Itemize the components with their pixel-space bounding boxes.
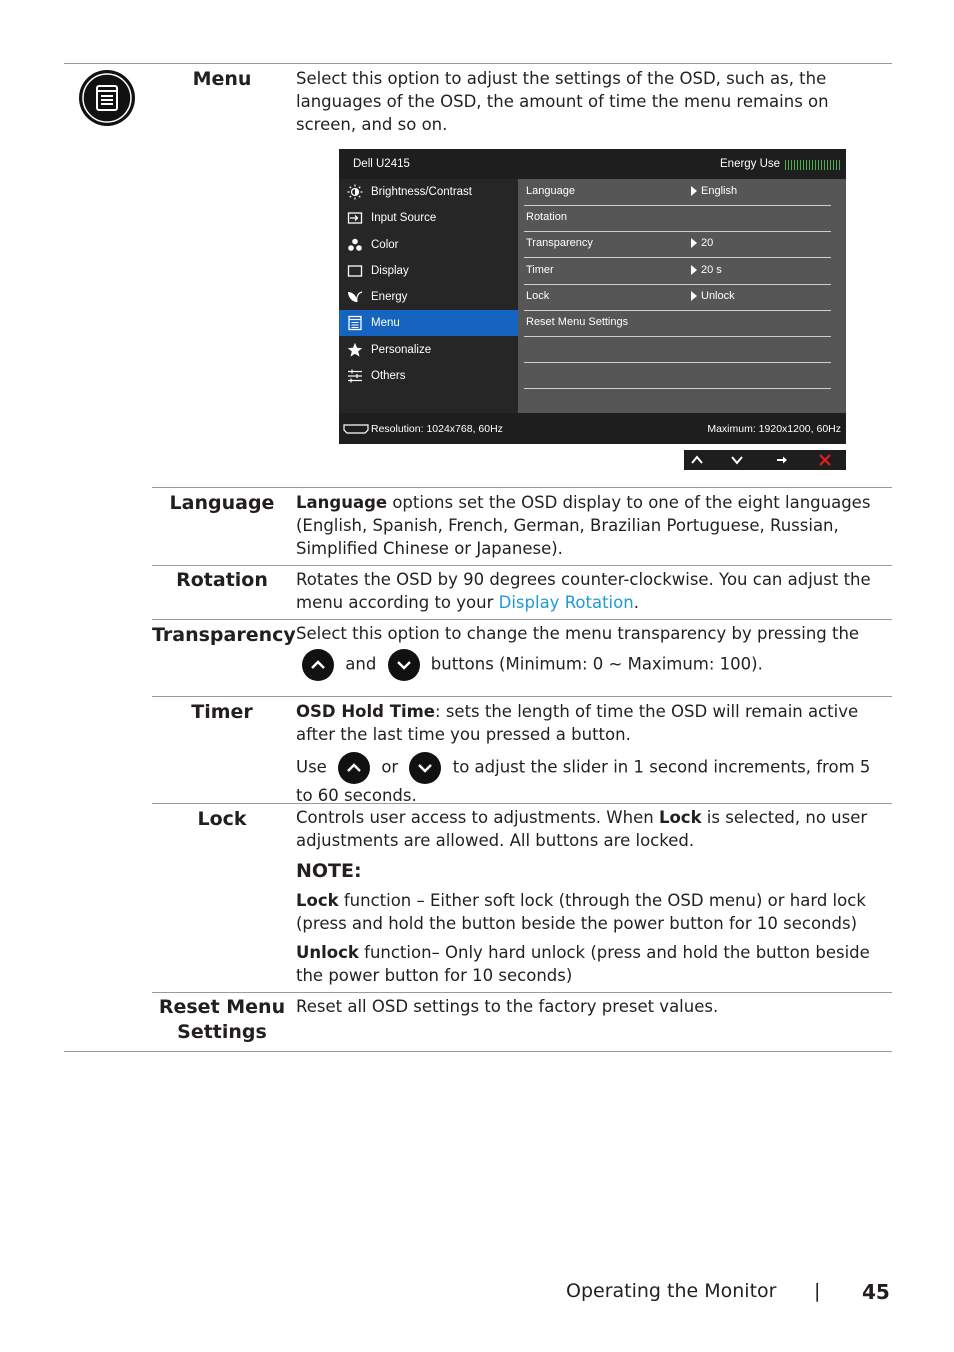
osd-submenu <box>518 179 846 413</box>
down-button-icon <box>388 649 420 681</box>
rotation-label: Rotation <box>176 569 268 591</box>
osd-setting-transparency[interactable] <box>524 231 831 258</box>
osd-setting-value: Unlock <box>701 290 735 302</box>
osd-menu-item-display[interactable] <box>339 258 518 284</box>
close-icon <box>806 450 846 470</box>
osd-menu-label: Color <box>371 239 399 251</box>
reset-description: Reset all OSD settings to the factory preset values. <box>296 997 719 1016</box>
timer-slider-text: to adjust the slider in 1 second increments, from 5 to 60 seconds. <box>296 757 871 805</box>
hdmi-connector-icon <box>343 424 369 434</box>
osd-setting-value: 20 s <box>701 264 722 276</box>
down-button[interactable] <box>724 450 764 470</box>
rotation-description <box>296 568 888 614</box>
use-text: Use <box>296 757 327 777</box>
language-bold: Language <box>296 493 388 512</box>
star-icon <box>347 342 363 358</box>
osd-screenshot <box>339 149 846 444</box>
language-description <box>296 491 888 560</box>
transparency-description <box>296 622 888 681</box>
osd-menu-item-energy[interactable] <box>339 284 518 310</box>
rule-transparency <box>152 619 892 620</box>
osd-menu-label: Brightness/Contrast <box>371 186 472 198</box>
chevron-down-icon <box>724 450 764 470</box>
unlock-function-text: function– Only hard unlock (press and hold the button beside the power button for 10 seconds) <box>296 943 870 985</box>
lock-text-b: is selected, no user adjustments are allowed. All buttons are locked. <box>296 808 868 850</box>
rule-bottom <box>64 1051 892 1052</box>
buttons-range-text: buttons (Minimum: 0 ~ Maximum: 100). <box>430 654 763 674</box>
osd-menu-label: Menu <box>371 317 400 329</box>
display-rotation-link[interactable]: Display Rotation <box>498 593 634 612</box>
osd-setting-value: 20 <box>701 237 714 249</box>
down-button-icon <box>409 752 441 784</box>
osd-menu-label: Input Source <box>371 212 437 224</box>
osd-setting-key: Transparency <box>526 237 593 249</box>
osd-setting-key: Reset Menu Settings <box>526 316 629 328</box>
footer-section-title: Operating the Monitor <box>566 1280 777 1302</box>
arrow-right-icon <box>764 450 804 470</box>
lock-text-a: Controls user access to adjustments. When <box>296 808 659 827</box>
page-number: 45 <box>862 1280 890 1304</box>
osd-maximum: Maximum: 1920x1200, 60Hz <box>707 423 841 435</box>
rule-rotation <box>152 565 892 566</box>
osd-setting-key: Rotation <box>526 211 567 223</box>
lock-description <box>296 806 888 987</box>
osd-header <box>339 149 846 179</box>
exit-button[interactable] <box>806 450 846 470</box>
lock-bold: Lock <box>658 808 702 827</box>
osd-menu-item-others[interactable] <box>339 363 518 389</box>
language-label: Language <box>169 492 275 514</box>
osd-setting-timer[interactable] <box>524 258 831 285</box>
osd-menu-item-personalize[interactable] <box>339 337 518 363</box>
energy-leaf-icon <box>347 289 363 305</box>
up-button[interactable] <box>684 450 724 470</box>
up-button-icon <box>302 649 334 681</box>
menu-list-icon <box>347 315 363 331</box>
reset-label-line-1: Reset Menu <box>158 996 286 1018</box>
osd-menu-label: Energy <box>371 291 408 303</box>
menu-label: Menu <box>192 68 252 90</box>
osd-energy-meter <box>785 160 841 170</box>
unlock-function-bold: Unlock <box>296 943 359 962</box>
lock-label: Lock <box>197 808 247 830</box>
osd-setting-empty <box>524 336 831 363</box>
up-button-icon <box>338 752 370 784</box>
rotation-text: Rotates the OSD by 90 degrees counter-clockwise. You can adjust the menu according to your <box>296 570 871 612</box>
enter-button[interactable] <box>764 450 804 470</box>
sliders-icon <box>347 368 363 384</box>
osd-footer <box>339 413 846 444</box>
rule-timer <box>152 696 892 697</box>
osd-setting-key: Timer <box>526 264 554 276</box>
display-icon <box>347 263 363 279</box>
osd-setting-key: Lock <box>526 290 550 302</box>
osd-main-menu <box>339 179 518 413</box>
osd-menu-label: Personalize <box>371 344 432 356</box>
reset-menu-settings-label <box>148 995 296 1045</box>
and-text: and <box>345 654 377 674</box>
lock-function-text: function – Either soft lock (through the OSD menu) or hard lock (press and hold the button beside the power button for 10 seconds) <box>296 891 866 933</box>
lock-function-bold: Lock <box>296 891 339 910</box>
timer-label: Timer <box>191 701 253 723</box>
color-icon <box>347 237 363 253</box>
input-source-icon <box>347 210 363 226</box>
osd-menu-item-brightness[interactable] <box>339 179 518 205</box>
chevron-up-icon <box>684 450 724 470</box>
reset-label-line-2: Settings <box>177 1021 267 1043</box>
transparency-text: Select this option to change the menu transparency by pressing the <box>296 624 860 643</box>
rotation-end: . <box>633 593 639 612</box>
arrow-right-icon <box>691 186 697 196</box>
osd-menu-label: Others <box>371 370 406 382</box>
timer-description <box>296 700 888 807</box>
transparency-label: Transparency <box>152 624 296 646</box>
footer-separator: | <box>814 1280 821 1302</box>
osd-hold-time-bold: OSD Hold Time <box>296 702 436 721</box>
osd-resolution: Resolution: 1024x768, 60Hz <box>371 423 503 435</box>
rule-top <box>64 63 892 64</box>
timer-text: : sets the length of time the OSD will remain active after the last time you pressed a button. <box>296 702 859 744</box>
osd-setting-reset[interactable] <box>524 310 831 337</box>
arrow-right-icon <box>691 238 697 248</box>
rule-language <box>152 487 892 488</box>
osd-setting-value: English <box>701 185 738 197</box>
osd-menu-item-input-source[interactable] <box>339 205 518 231</box>
osd-model: Dell U2415 <box>353 158 410 170</box>
brightness-icon <box>347 184 363 200</box>
note-heading: NOTE: <box>296 860 362 882</box>
menu-description: Select this option to adjust the settings of the OSD, such as, the languages of the OSD, the amount of time the menu remains on screen, and so on. <box>296 69 829 134</box>
osd-menu-item-color[interactable] <box>339 232 518 258</box>
osd-setting-empty <box>524 362 831 389</box>
or-text: or <box>381 757 399 777</box>
osd-setting-key: Language <box>526 185 575 197</box>
osd-energy-label: Energy Use <box>720 158 781 170</box>
arrow-right-icon <box>691 291 697 301</box>
rule-reset <box>152 992 892 993</box>
osd-setting-language[interactable] <box>524 179 831 206</box>
osd-menu-item-menu[interactable] <box>339 310 518 336</box>
osd-button-bar <box>684 450 846 470</box>
osd-setting-lock[interactable] <box>524 284 831 311</box>
osd-menu-label: Display <box>371 265 409 277</box>
osd-setting-rotation[interactable] <box>524 205 831 232</box>
arrow-right-icon <box>691 265 697 275</box>
menu-icon <box>78 69 136 127</box>
language-text: options set the OSD display to one of the eight languages (English, Spanish, French, German, Brazilian Portuguese, Russian, Simplified Chinese or Japanese). <box>296 493 871 558</box>
